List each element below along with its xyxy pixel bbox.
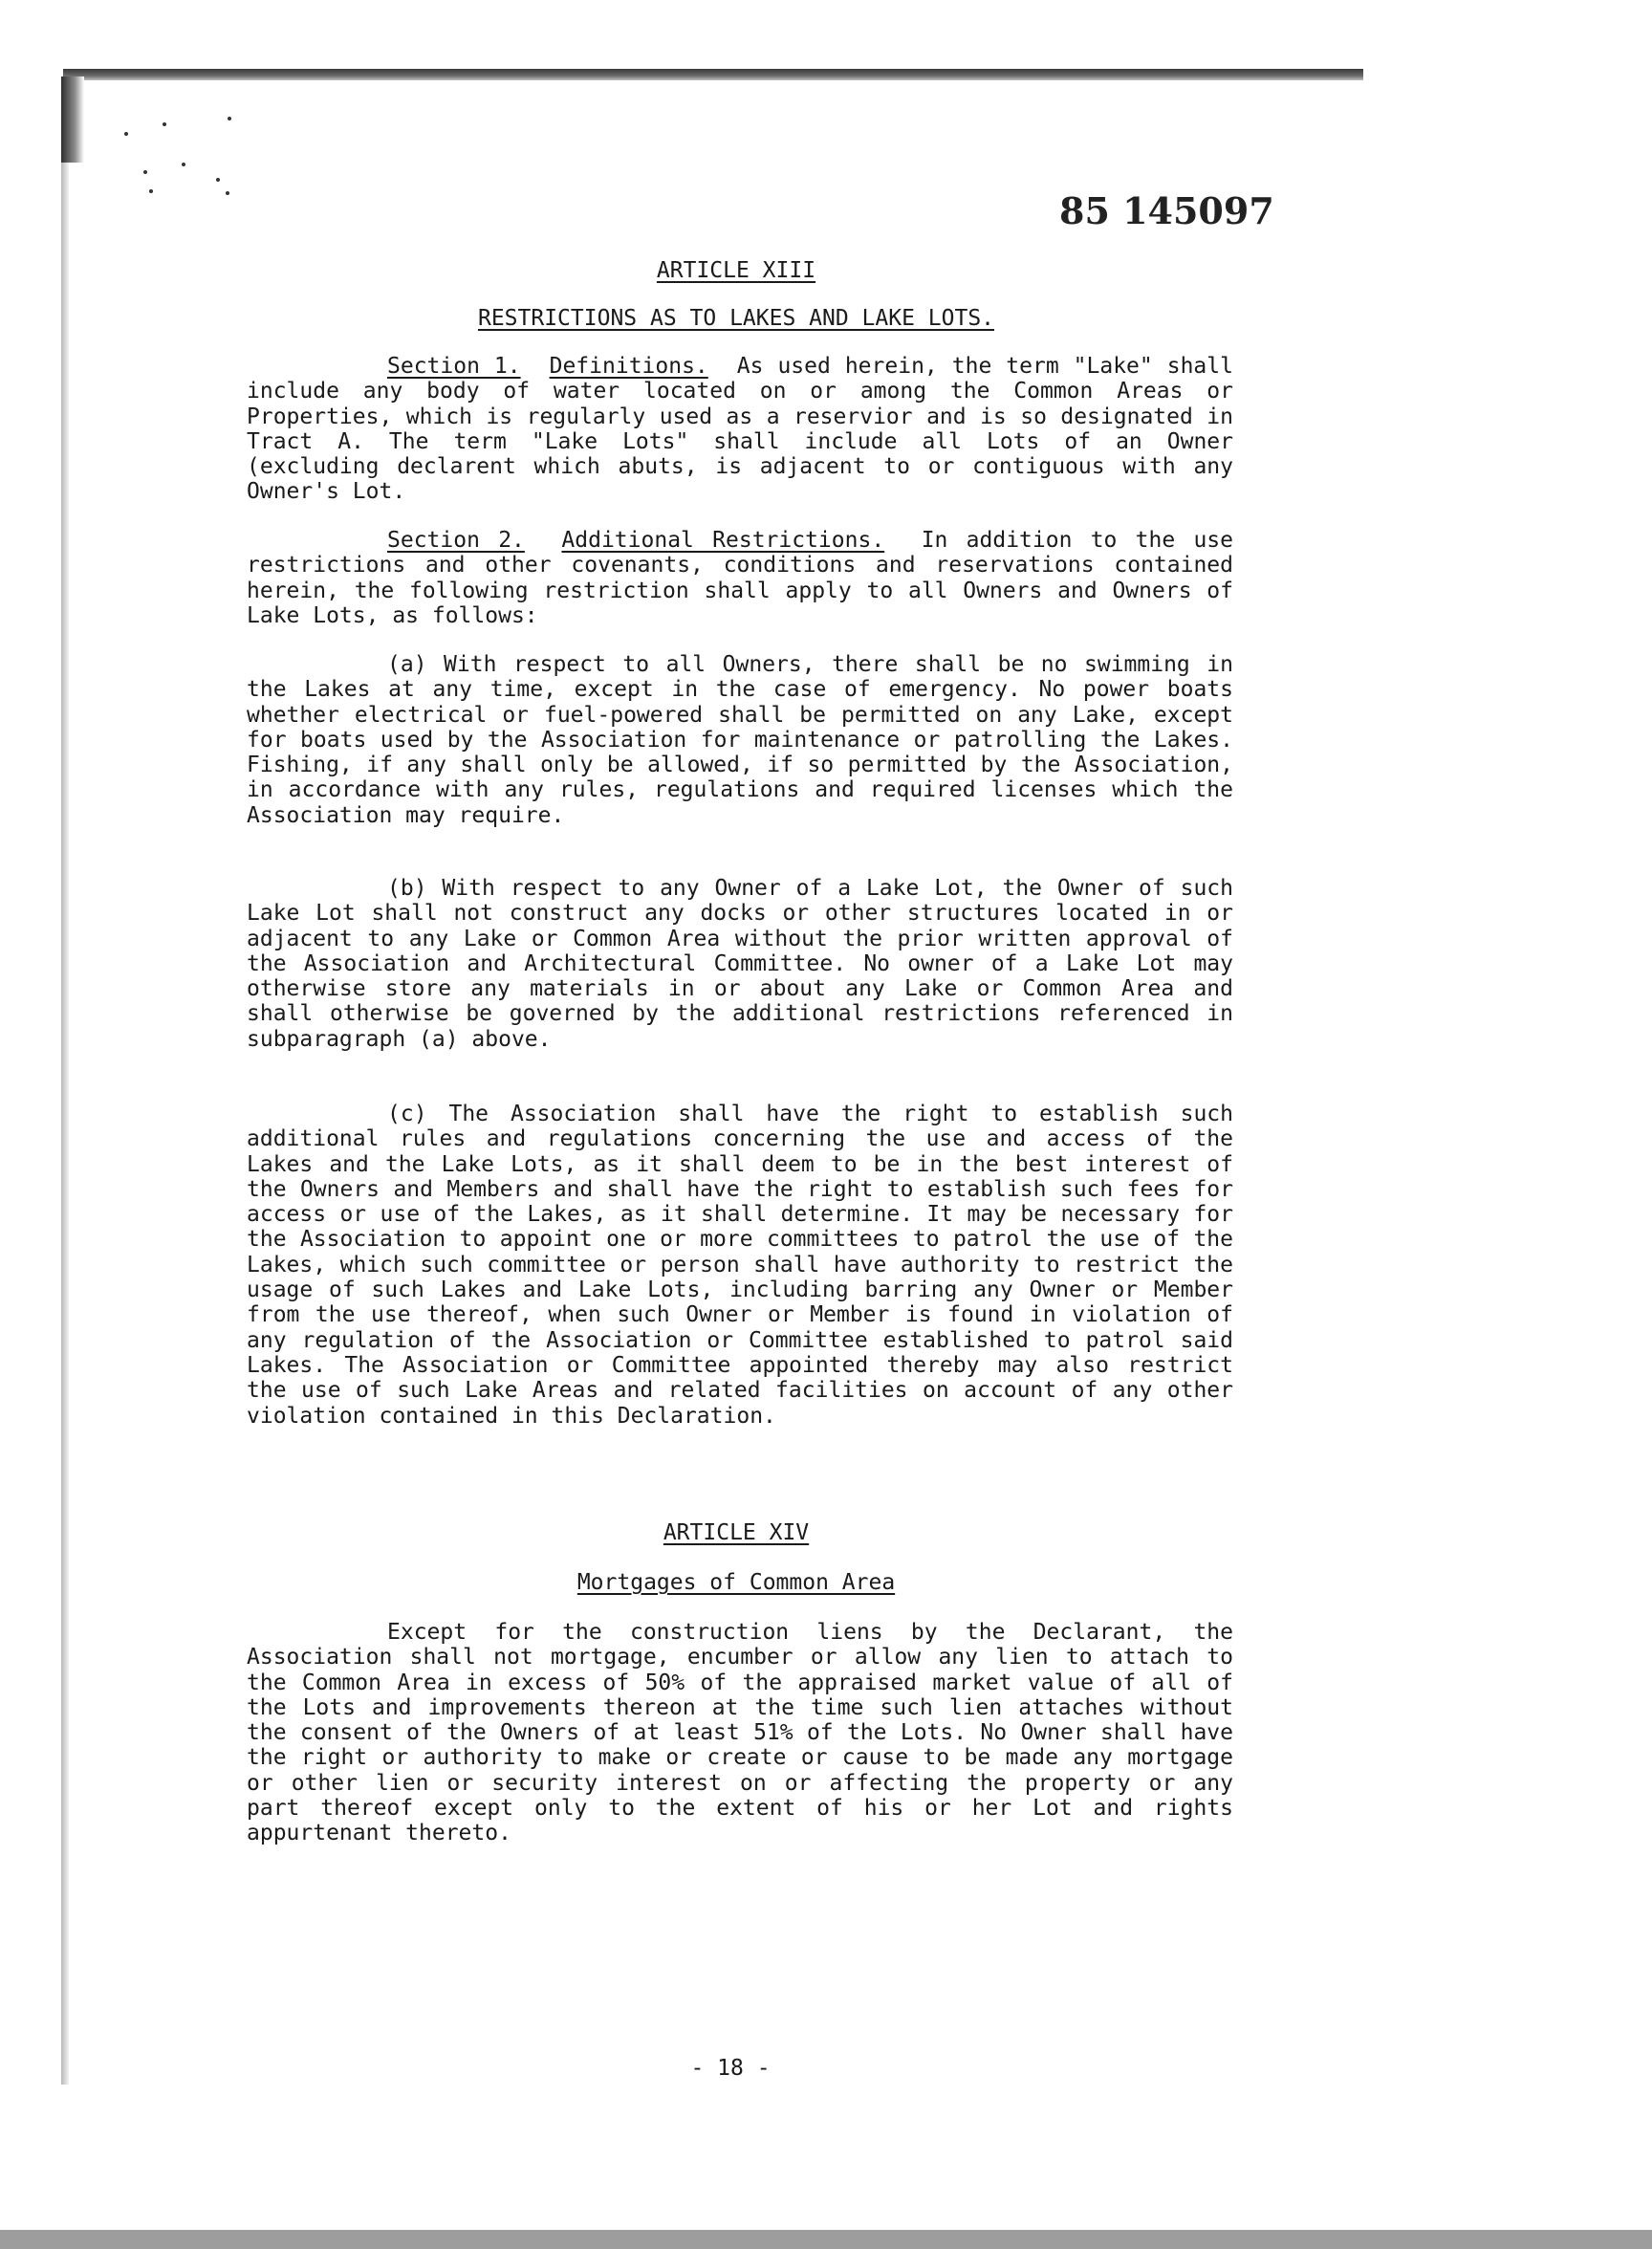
article-14-paragraph: Except for the construction liens by the Declarant, the Association shall not mortgage, encumber or allow any lien to attach to the Common Area in excess of 50% of the appraised market value of all of the Lots and improvements thereon at the time such lien attaches without the consent of the Owners of at least 51% of the Lots. No Owner shall have the right or authority to make or create or cause to be made any mortgage or other lien or security interest on or affecting the property or any part thereof except only to the extent of his or her Lot and rights appurtenant thereto. [247,1620,1233,1846]
article-13-heading: ARTICLE XIII [656,258,816,283]
scan-speck [124,132,128,136]
scan-speck [228,117,231,120]
section-2-title: Additional Restrictions. [561,528,885,553]
section-1-text: As used herein, the term "Lake" shall include any body of water located on or among the Common Areas or Properties, which is regularly used as a reservior and is so designated in Tract A. The term "Lake Lots" shall include all Lots of an Owner (excluding declarent which abuts, is adjacent to or contiguous with any Owner's Lot. [247,354,1233,505]
document-number: 85 145097 [1059,189,1274,232]
scan-corner-mark [61,76,84,163]
section-1-paragraph [247,354,1233,505]
subparagraph-a: (a) With respect to all Owners, there shall be no swimming in the Lakes at any time, except in the case of emergency. No power boats whether electrical or fuel-powered shall be permitted on any Lake, except for boats used by the Association for maintenance or patrolling the Lakes. Fishing, if any shall only be allowed, if so permitted by the Association, in accordance with any rules, regulations and required licenses which the Association may require. [247,652,1233,828]
section-2-text: In addition to the use restrictions and other covenants, conditions and reservations contained herein, the following restriction shall apply to all Owners and Owners of Lake Lots, as follows: [247,528,1233,628]
section-2-paragraph [247,528,1233,628]
section-1-title: Definitions. [549,354,708,379]
scan-left-edge [61,76,69,2085]
scan-bottom-border [0,2230,1652,2249]
scan-speck [143,170,147,174]
article-14-heading: ARTICLE XIV [663,1520,810,1545]
scan-speck [226,191,229,195]
subparagraph-c: (c) The Association shall have the right to establish such additional rules and regulations concerning the use and access of the Lakes and the Lake Lots, as it shall deem to be in the best interest of the Owners and Members and shall have the right to establish such fees for access or use of the Lakes, as it shall determine. It may be necessary for the Association to appoint one or more committees to patrol the use of the Lakes, which such committee or person shall have authority to restrict the usage of such Lakes and Lake Lots, including barring any Owner or Member from the use thereof, when such Owner or Member is found in violation of any regulation of the Association or Committee established to patrol said Lakes. The Association or Committee appointed thereby may also restrict the use of such Lake Areas and related facilities on account of any other violation contained in this Declaration. [247,1102,1233,1429]
article-13-subheading: RESTRICTIONS AS TO LAKES AND LAKE LOTS. [477,306,995,331]
scan-speck [163,122,166,126]
scan-speck [182,163,185,166]
scan-speck [149,189,153,193]
section-1-label: Section 1. [387,354,521,379]
section-2-label: Section 2. [387,528,525,553]
subparagraph-b: (b) With respect to any Owner of a Lake Lot, the Owner of such Lake Lot shall not construct any docks or other structures located in or adjacent to any Lake or Common Area without the prior written approval of the Association and Architectural Committee. No owner of a Lake Lot may otherwise store any materials in or about any Lake or Common Area and shall otherwise be governed by the additional restrictions referenced in subparagraph (a) above. [247,876,1233,1052]
scan-top-border [63,69,1363,80]
page-number: - 18 - [690,2056,771,2081]
article-14-subheading: Mortgages of Common Area [576,1570,896,1595]
scan-speck [216,178,220,182]
